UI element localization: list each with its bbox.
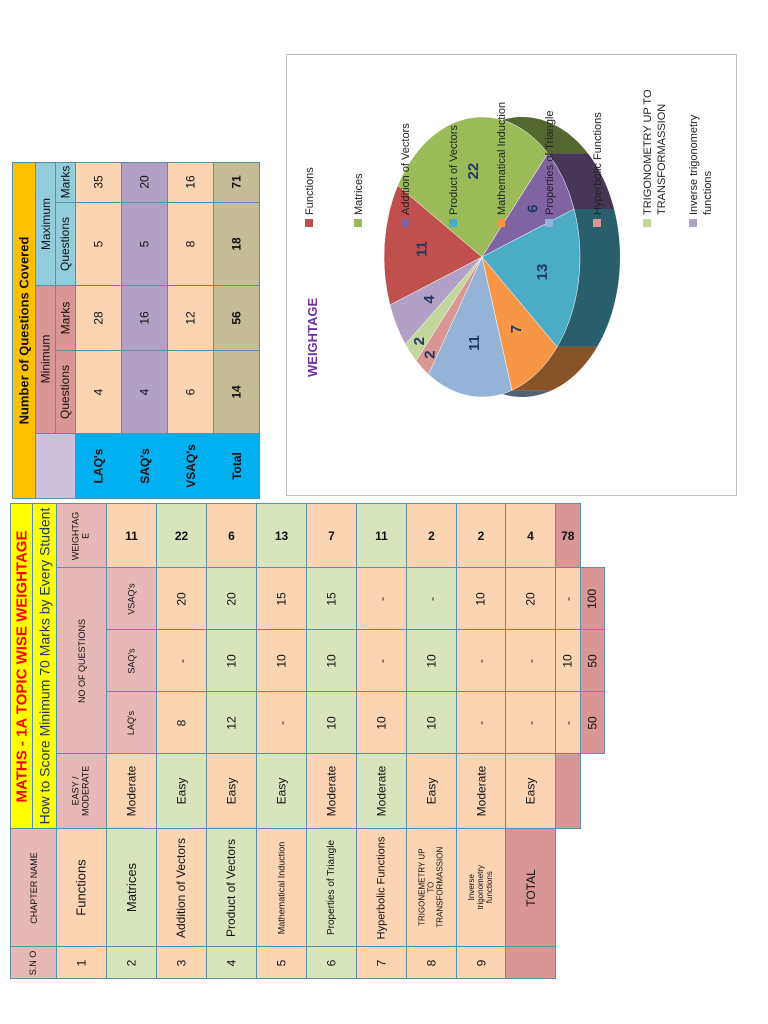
saq-cell: 10 (556, 630, 581, 692)
table-subtitle: How to Score Minimum 70 Marks by Every Student (36, 507, 53, 825)
weightage-cell: 4 (506, 504, 556, 568)
corner-cell (36, 433, 76, 499)
laq-header: LAQ's (107, 692, 157, 754)
min-questions-header: Questions (56, 350, 76, 433)
total-laq-cell: 50 (580, 692, 605, 754)
difficulty-cell: Easy (207, 754, 257, 829)
max-questions-cell: 5 (122, 202, 168, 286)
table-title: MATHS - 1A TOPIC WISE WEIGHTAGE (13, 530, 31, 802)
sno-header: S.N O (11, 947, 57, 979)
weightage-cell: 11 (357, 504, 407, 568)
chapter-cell: Product of Vectors (207, 829, 257, 947)
chapter-cell: Hyperbolic Functions (357, 829, 407, 947)
saq-cell: - (157, 630, 207, 692)
laq-cell: - (506, 692, 556, 754)
chapter-row (11, 829, 605, 947)
min-questions-cell: 4 (122, 350, 168, 433)
weightage-cell: 22 (157, 504, 207, 568)
pie-data-label: 6 (524, 204, 542, 213)
legend-label: Product of Vectors (448, 125, 460, 215)
questions-covered-title-cell (13, 163, 36, 499)
max-questions-header: Questions (56, 202, 76, 286)
chapter-cell: Addition of Vectors (157, 829, 207, 947)
max-marks-row (13, 163, 260, 203)
pie-data-label: 2 (411, 337, 429, 346)
difficulty-cell: Moderate (457, 754, 506, 829)
maximum-header: Maximum (36, 163, 56, 286)
weightage-row (11, 504, 605, 568)
sno-row (11, 947, 605, 979)
legend-swatch (449, 219, 457, 227)
laq-cell: - (556, 692, 581, 754)
sno-cell: 2 (107, 947, 157, 979)
laq-cell: 8 (157, 692, 207, 754)
saq-cell: - (357, 630, 407, 692)
difficulty-header: EASY / MODERATE (57, 754, 107, 829)
vsaq-cell: - (407, 568, 457, 630)
chapter-header: CHAPTER NAME (11, 829, 57, 947)
legend-label: Inverse trigonometry functions (688, 114, 714, 215)
pie-data-label: 11 (413, 241, 431, 257)
legend-swatch (354, 219, 362, 227)
laq-cell: 10 (307, 692, 357, 754)
laq-cell: 12 (207, 692, 257, 754)
legend-label: TRIGONOMETRY UP TO TRANSFORMASSION (642, 89, 668, 215)
min-marks-row (13, 286, 260, 350)
legend-swatch (305, 219, 313, 227)
type-label-cell: VSAQ's (168, 433, 214, 499)
min-questions-cell: 6 (168, 350, 214, 433)
max-marks-cell: 16 (168, 163, 214, 203)
vsaq-cell: 15 (257, 568, 307, 630)
sno-cell: 6 (307, 947, 357, 979)
questions-covered-title: Number of Questions Covered (16, 236, 32, 425)
legend-swatch (689, 219, 697, 227)
max-marks-cell: 71 (214, 163, 260, 203)
weightage-cell: 11 (107, 504, 157, 568)
min-marks-cell: 12 (168, 286, 214, 350)
max-questions-cell: 5 (76, 202, 122, 286)
sno-cell: 8 (407, 947, 457, 979)
vsaq-row (11, 568, 605, 630)
laq-cell: - (257, 692, 307, 754)
max-marks-header: Marks (56, 163, 76, 203)
laq-cell: 10 (357, 692, 407, 754)
legend-swatch (643, 219, 651, 227)
saq-cell: 10 (257, 630, 307, 692)
legend-label: Functions (304, 167, 316, 215)
max-marks-cell: 35 (76, 163, 122, 203)
minimum-header: Minimum (36, 286, 56, 433)
min-marks-cell: 16 (122, 286, 168, 350)
type-label-cell: LAQ's (76, 433, 122, 499)
legend-swatch (593, 219, 601, 227)
difficulty-cell: Moderate (307, 754, 357, 829)
min-marks-cell: 56 (214, 286, 260, 350)
questions-covered-table (12, 162, 260, 499)
type-label-cell: Total (214, 433, 260, 499)
total-vsaq-cell: 100 (580, 568, 605, 630)
weightage-cell: 6 (207, 504, 257, 568)
chapter-cell: Inverse trigonometry functions (457, 829, 506, 947)
vsaq-cell: - (556, 568, 581, 630)
pie-data-label: 11 (465, 335, 483, 351)
pie-chart-svg (287, 55, 738, 497)
vsaq-cell: 10 (457, 568, 506, 630)
chapter-cell: Functions (57, 829, 107, 947)
min-marks-cell: 28 (76, 286, 122, 350)
chapter-cell: Mathematical Induction (257, 829, 307, 947)
difficulty-row (11, 754, 605, 829)
pie-data-label: 4 (421, 295, 439, 304)
sno-cell: 5 (257, 947, 307, 979)
type-label-cell: SAQ's (122, 433, 168, 499)
total-sno-cell (506, 947, 556, 979)
weightage-cell: 7 (307, 504, 357, 568)
saq-cell: - (506, 630, 556, 692)
max-marks-cell: 20 (122, 163, 168, 203)
weightage-cell: 2 (457, 504, 506, 568)
legend-label: Addition of Vectors (400, 123, 412, 215)
vsaq-cell: 15 (307, 568, 357, 630)
table-subtitle-cell (33, 504, 57, 829)
weightage-cell: 2 (407, 504, 457, 568)
sno-cell: 3 (157, 947, 207, 979)
weightage-header: WEIGHTAG E (57, 504, 107, 568)
pie-data-label: 7 (507, 324, 525, 334)
pie-data-label: 2 (421, 350, 439, 359)
vsaq-cell: 20 (506, 568, 556, 630)
question-type-row (13, 433, 260, 499)
chapter-cell: Properties of Triangle (307, 829, 357, 947)
difficulty-cell: Moderate (107, 754, 157, 829)
vsaq-cell: - (357, 568, 407, 630)
sno-cell: 9 (457, 947, 506, 979)
table-title-cell (11, 504, 33, 829)
difficulty-cell: Easy (157, 754, 207, 829)
saq-header: SAQ's (107, 630, 157, 692)
pie-data-label: 13 (533, 263, 551, 281)
total-difficulty-cell (556, 754, 581, 829)
difficulty-cell: Easy (506, 754, 556, 829)
legend-swatch (401, 219, 409, 227)
difficulty-cell: Moderate (357, 754, 407, 829)
total-saq-cell: 50 (580, 630, 605, 692)
min-questions-cell: 4 (76, 350, 122, 433)
legend-label: Matrices (353, 173, 365, 215)
laq-cell: 10 (407, 692, 457, 754)
sno-cell: 4 (207, 947, 257, 979)
difficulty-cell: Easy (257, 754, 307, 829)
topic-weightage-table (10, 503, 605, 979)
pie-data-label: 22 (465, 162, 483, 180)
vsaq-header: VSAQ's (107, 568, 157, 630)
laq-cell: - (457, 692, 506, 754)
sno-cell: 1 (57, 947, 107, 979)
legend-label: Properties of Triangle (544, 110, 556, 215)
chapter-cell: Matrices (107, 829, 157, 947)
no-of-questions-header: NO OF QUESTIONS (57, 568, 107, 754)
saq-cell: 10 (207, 630, 257, 692)
min-marks-header: Marks (56, 286, 76, 350)
total-weightage-cell: 78 (556, 504, 581, 568)
chart-title: WEIGHTAGE (305, 297, 320, 377)
saq-cell: 10 (307, 630, 357, 692)
legend-label: Mathematical Induction (496, 101, 508, 215)
min-questions-cell: 14 (214, 350, 260, 433)
saq-cell: 10 (407, 630, 457, 692)
legend-label: Hyperbolic Functions (592, 112, 604, 215)
max-questions-cell: 8 (168, 202, 214, 286)
vsaq-cell: 20 (207, 568, 257, 630)
max-questions-cell: 18 (214, 202, 260, 286)
chapter-cell: TRIGONEMETRY UP TO TRANSFORMASSION (407, 829, 457, 947)
vsaq-cell: 20 (157, 568, 207, 630)
legend-swatch (497, 219, 505, 227)
weightage-cell: 13 (257, 504, 307, 568)
legend-swatch (545, 219, 553, 227)
difficulty-cell: Easy (407, 754, 457, 829)
sno-cell: 7 (357, 947, 407, 979)
weightage-pie-chart (286, 54, 737, 496)
total-label-cell: TOTAL (506, 829, 556, 947)
saq-cell: - (457, 630, 506, 692)
